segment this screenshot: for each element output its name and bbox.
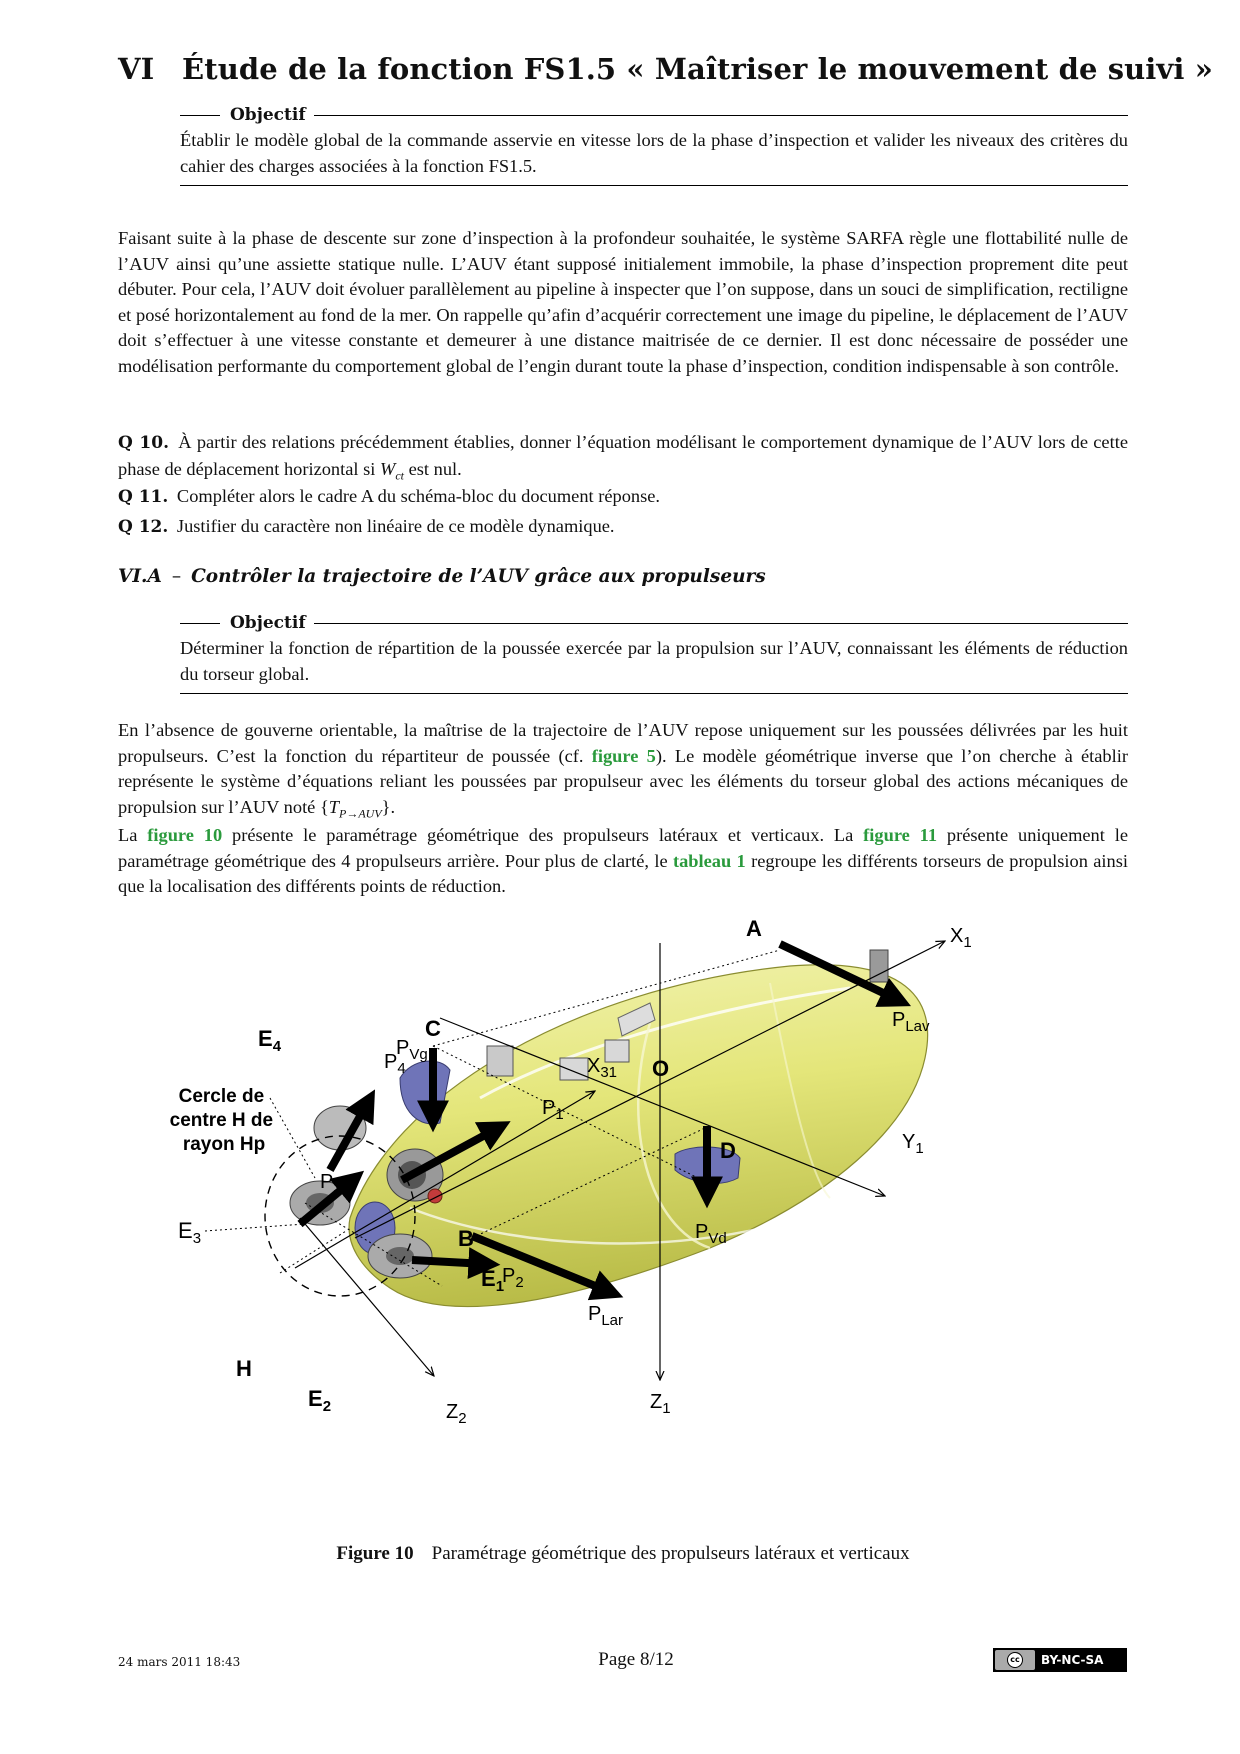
question-10-text: À partir des relations précédemment établies, donner l’équation modélisant le comportement dynamique de l’AUV lors de cette phase de déplacement horizontal si xyxy=(118,432,1128,479)
footer-page: Page 8/12 xyxy=(598,1649,674,1670)
figure-caption xyxy=(118,1543,1128,1565)
question-10 xyxy=(118,430,1128,489)
label-h: H xyxy=(236,1356,252,1381)
figure-10-link[interactable]: figure 10 xyxy=(147,825,223,845)
cc-icon: cc xyxy=(995,1650,1035,1670)
torseur-symbol: T xyxy=(328,796,340,817)
label-a: A xyxy=(746,916,762,941)
question-12-label: Q 12. xyxy=(118,517,169,537)
label-p3: $P_3$ xyxy=(320,1171,342,1197)
para3-text-1: La xyxy=(118,825,138,845)
subsection-title xyxy=(118,566,766,587)
label-p2: $P_2$ xyxy=(502,1265,524,1291)
subsection-title-text: Contrôler la trajectoire de l’AUV grâce aux propulseurs xyxy=(191,566,766,587)
question-10-text-after: est nul. xyxy=(408,458,462,479)
label-e1: $E_1$ xyxy=(481,1266,505,1295)
label-x1: $X_1$ xyxy=(950,925,972,951)
para3-text-4: regroupe les différents torseurs de propulsion ainsi que la localisation des différents points de réduction. xyxy=(118,850,1128,896)
subsection-number: VI.A xyxy=(118,566,162,587)
question-11 xyxy=(118,484,1128,511)
license-text: BY-NC-SA xyxy=(1041,1653,1104,1667)
para2-text-2: ). Le modèle géométrique inverse que l’on cherche à établir représente le système d’équations reliant les poussées par propulseur avec les éléments du torseur global des actions mécaniques de propulsion sur l’AUV noté { xyxy=(118,745,1128,817)
auv-diagram xyxy=(150,916,1130,1528)
intro-paragraph: Faisant suite à la phase de descente sur zone d’inspection à la profondeur souhaitée, le système SARFA règle une flottabilité nulle de l’AUV ainsi qu’une assiette statique nulle. L’AUV étant supposé initialement immobile, la phase d’inspection proprement dite peut débuter. Pour cela, l’AUV doit évoluer parallèlement au pipeline à inspecter que l’on suppose, dans un souci de simplification, rectiligne et posé horizontalement au fond de la mer. On rappelle qu’afin d’acquérir correctement une image du pipeline, le déplacement de l’AUV doit s’effectuer à une vitesse constante et demeurer à une distance maitrisée de ce dernier. Il est donc nécessaire de posséder une modélisation performante du comportement global de l’engin durant toute la phase d’inspection, condition indispensable à son contrôle. xyxy=(118,228,1128,376)
para3-text-3: présente uniquement le paramétrage géométrique des 4 propulseurs arrière. Pour plus de clarté, le xyxy=(118,825,1128,871)
question-12-text: Justifier du caractère non linéaire de ce modèle dynamique. xyxy=(176,516,615,536)
question-10-var-sub: ct xyxy=(395,468,404,483)
tableau-1-link[interactable]: tableau 1 xyxy=(672,850,746,871)
auv-hull xyxy=(290,950,928,1307)
circle-annotation: Cercle de centre H de rayon Hp xyxy=(169,1086,274,1155)
objective-header xyxy=(180,104,1128,126)
para2-text-1: En l’absence de gouverne orientable, la maîtrise de la trajectoire de l’AUV repose uniquement sur les poussées délivrées par les huit propulseurs. C’est la fonction du répartiteur de poussée (cf. xyxy=(118,720,1128,766)
paragraph-propulsion xyxy=(118,718,1128,827)
paragraph-figures xyxy=(118,823,1128,900)
question-10-label: Q 10. xyxy=(118,433,169,453)
label-e4: $E_4$ xyxy=(258,1026,282,1055)
figure-11-link[interactable]: figure 11 xyxy=(863,825,938,845)
caption-label: Figure 10 xyxy=(336,1543,414,1564)
footer-date: 24 mars 2011 18:43 xyxy=(118,1655,241,1669)
para2-text-3: }. xyxy=(381,796,396,817)
label-e3: $E_3$ xyxy=(178,1218,202,1247)
arrow-p2 xyxy=(412,1260,486,1264)
question-11-text: Compléter alors le cadre A du schéma-bloc du document réponse. xyxy=(176,486,661,506)
subsection-dash: – xyxy=(171,566,182,587)
objective-box-2 xyxy=(180,612,1128,694)
figure-5-link[interactable]: figure 5 xyxy=(591,745,656,766)
label-pvg: $P_{Vg}$ xyxy=(396,1037,428,1063)
section-number: VI xyxy=(118,52,155,86)
objective-label: Objectif xyxy=(230,105,306,125)
objective-box-1 xyxy=(180,104,1128,186)
label-y1: $Y_1$ xyxy=(902,1131,924,1157)
objective-text: Déterminer la fonction de répartition de la poussée exercée par la propulsion sur l’AUV, connaissant les éléments de réduction du torseur global. xyxy=(180,634,1128,694)
torseur-subscript: P→AUV xyxy=(339,806,382,821)
label-d: D xyxy=(720,1138,736,1163)
question-11-label: Q 11. xyxy=(118,487,169,507)
label-b: B xyxy=(458,1226,474,1251)
section-title xyxy=(118,52,1213,86)
question-10-var: W xyxy=(379,458,396,479)
objective-header xyxy=(180,612,1128,634)
label-z2: $Z_2$ xyxy=(446,1401,467,1427)
label-e2: $E_2$ xyxy=(308,1386,332,1415)
license-badge xyxy=(993,1648,1127,1672)
para3-text-2: présente le paramétrage géométrique des propulseurs latéraux et verticaux. La xyxy=(232,825,854,845)
label-c: C xyxy=(425,1016,441,1041)
objective-label: Objectif xyxy=(230,613,306,633)
label-plar: $P_{Lar}$ xyxy=(588,1303,624,1329)
objective-text: Établir le modèle global de la commande asservie en vitesse lors de la phase d’inspection et valider les niveaux des critères du cahier des charges associées à la fonction FS1.5. xyxy=(180,126,1128,186)
label-pvd: $P_{Vd}$ xyxy=(695,1221,727,1247)
label-plav: $P_{Lav}$ xyxy=(892,1009,930,1035)
label-p1: $P_1$ xyxy=(542,1097,564,1123)
label-x31: $X_{31}$ xyxy=(587,1055,618,1081)
question-12 xyxy=(118,514,1128,541)
figure-10 xyxy=(150,916,1130,1528)
caption-text: Paramétrage géométrique des propulseurs latéraux et verticaux xyxy=(431,1543,910,1564)
label-p4: $P_4$ xyxy=(384,1051,406,1077)
section-title-text: Étude de la fonction FS1.5 « Maîtriser le mouvement de suivi » xyxy=(182,52,1213,86)
label-z1: $Z_1$ xyxy=(650,1391,671,1417)
label-o: O xyxy=(652,1056,670,1081)
